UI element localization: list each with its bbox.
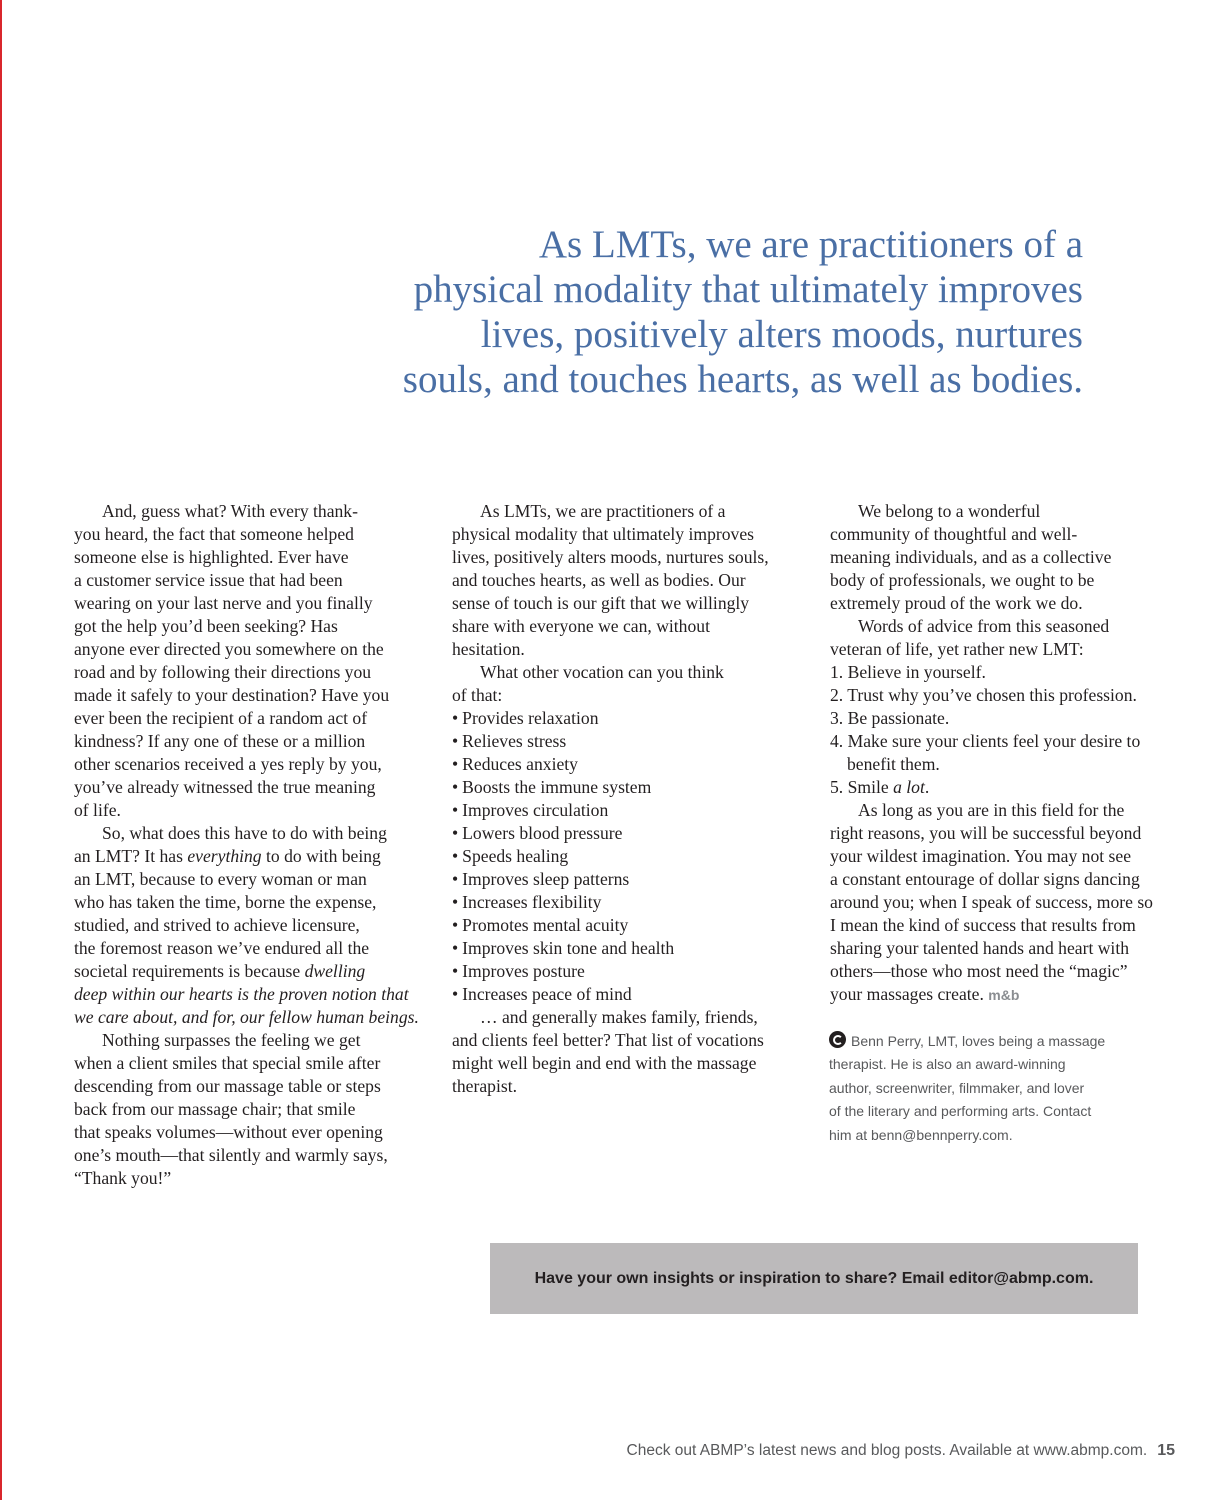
paragraph — [74, 500, 419, 822]
text-line: kindness? If any one of these or a million — [74, 731, 366, 751]
text-line: might well begin and end with the massage — [452, 1053, 757, 1073]
text-line: an LMT, because to every woman or man — [74, 869, 367, 889]
bullet-icon: • — [452, 984, 459, 1004]
text-line: community of thoughtful and well- — [830, 524, 1078, 544]
text-run: societal requirements is because — [74, 961, 305, 981]
list-item: 4. Make sure your clients feel your desire to — [830, 731, 1141, 751]
pull-quote-line: As LMTs, we are practitioners of a — [538, 223, 1083, 266]
text-line: therapist. — [452, 1076, 517, 1096]
text-run: . — [924, 777, 930, 797]
text-line: sense of touch is our gift that we willingly — [452, 593, 750, 613]
text-line: around you; when I speak of success, more so — [830, 892, 1153, 912]
emphasis-text: we care about, and for, our fellow human beings. — [74, 1007, 419, 1027]
pull-quote — [300, 222, 1083, 402]
text-line — [829, 1030, 1169, 1053]
text-line — [830, 983, 1182, 1007]
bullet-icon: • — [452, 777, 459, 797]
text-line: studied, and strived to achieve licensure, — [74, 915, 360, 935]
bio-text: him at benn@bennperry.com. — [829, 1126, 1013, 1143]
list-item — [452, 822, 802, 845]
footer-text: Check out ABMP’s latest news and blog posts. Available at www.abmp.com. — [626, 1442, 1148, 1459]
text-line: wearing on your last nerve and you finally — [74, 593, 373, 613]
text-line: someone else is highlighted. Ever have — [74, 547, 349, 567]
text-line — [74, 960, 419, 983]
text-line: right reasons, you will be successful beyond — [830, 823, 1142, 843]
text-line: and touches hearts, as well as bodies. Our — [452, 570, 746, 590]
list-item — [830, 776, 1182, 799]
page-edge-rule — [0, 0, 2, 1500]
text-line: others—those who most need the “magic” — [830, 961, 1128, 981]
text-line: you’ve already witnessed the true meaning — [74, 777, 376, 797]
advice-list — [830, 661, 1182, 799]
pull-quote-line: lives, positively alters moods, nurtures — [480, 313, 1083, 356]
text-run: 5. Smile — [830, 777, 894, 797]
bullet-icon: • — [452, 938, 459, 958]
bullet-icon: • — [452, 708, 459, 728]
sign-off-mark: m&b — [988, 987, 1020, 1003]
text-line: of that: — [452, 685, 503, 705]
text-line: Words of advice from this seasoned — [858, 616, 1110, 636]
text-line: As long as you are in this field for the — [858, 800, 1125, 820]
text-line: and clients feel better? That list of vocations — [452, 1030, 764, 1050]
list-item — [452, 868, 802, 891]
bullet-icon: • — [452, 846, 459, 866]
list-item-text: Promotes mental acuity — [462, 915, 629, 935]
text-line: body of professionals, we ought to be — [830, 570, 1095, 590]
emphasis-text: deep within our hearts is the proven notion that — [74, 984, 409, 1004]
benefits-list — [452, 707, 802, 1006]
list-item: 1. Believe in yourself. — [830, 662, 986, 682]
text-line: when a client smiles that special smile after — [74, 1053, 381, 1073]
list-item-text: Improves skin tone and health — [462, 938, 675, 958]
list-item-continuation: benefit them. — [847, 754, 940, 774]
text-line: physical modality that ultimately improves — [452, 524, 754, 544]
paragraph — [452, 1006, 802, 1098]
page-number: 15 — [1157, 1442, 1175, 1459]
text-line: anyone ever directed you somewhere on the — [74, 639, 384, 659]
text-line: a customer service issue that had been — [74, 570, 343, 590]
text-line: We belong to a wonderful — [858, 501, 1041, 521]
text-line: sharing your talented hands and heart with — [830, 938, 1130, 958]
text-line — [74, 1006, 419, 1029]
list-item — [452, 730, 802, 753]
text-line: who has taken the time, borne the expense, — [74, 892, 377, 912]
text-line: the foremost reason we’ve endured all the — [74, 938, 370, 958]
bullet-icon: • — [452, 961, 459, 981]
text-line: your wildest imagination. You may not see — [830, 846, 1132, 866]
text-line: share with everyone we can, without — [452, 616, 710, 636]
paragraph — [452, 661, 802, 707]
bullet-icon: • — [452, 754, 459, 774]
text-line: … and generally makes family, friends, — [480, 1007, 758, 1027]
article-column-1 — [74, 500, 419, 1190]
text-line: “Thank you!” — [74, 1168, 172, 1188]
list-item-text: Improves circulation — [462, 800, 609, 820]
bullet-icon: • — [452, 892, 459, 912]
list-item — [452, 891, 802, 914]
bio-text: author, screenwriter, filmmaker, and lover — [829, 1079, 1085, 1096]
list-item: 3. Be passionate. — [830, 708, 950, 728]
bullet-icon: • — [452, 915, 459, 935]
text-line: road and by following their directions you — [74, 662, 372, 682]
emphasis-text: a lot — [893, 777, 925, 797]
pull-quote-line: physical modality that ultimately improves — [413, 268, 1083, 311]
text-line: descending from our massage table or steps — [74, 1076, 381, 1096]
text-line: made it safely to your destination? Have you — [74, 685, 390, 705]
list-item-text: Reduces anxiety — [462, 754, 578, 774]
paragraph — [74, 822, 419, 1029]
share-callout-text: Have your own insights or inspiration to share? Email editor@abmp.com. — [534, 1269, 1094, 1287]
text-run: an LMT? It has — [74, 846, 188, 866]
bio-text: therapist. He is also an award-winning — [829, 1056, 1066, 1073]
list-item-text: Improves sleep patterns — [462, 869, 630, 889]
text-line: As LMTs, we are practitioners of a — [480, 501, 726, 521]
text-line: Nothing surpasses the feeling we get — [102, 1030, 361, 1050]
bullet-icon: • — [452, 731, 459, 751]
article-column-2 — [452, 500, 802, 1098]
list-item — [452, 914, 802, 937]
text-line: hesitation. — [452, 639, 525, 659]
text-line: that speaks volumes—without ever opening — [74, 1122, 383, 1142]
bullet-icon: • — [452, 823, 459, 843]
text-line: other scenarios received a yes reply by you, — [74, 754, 382, 774]
list-item-text: Speeds healing — [462, 846, 569, 866]
list-item-text: Increases flexibility — [462, 892, 602, 912]
text-line: one’s mouth—that silently and warmly says, — [74, 1145, 388, 1165]
article-column-3 — [830, 500, 1182, 1007]
list-item — [452, 845, 802, 868]
text-line — [74, 983, 419, 1006]
text-line: And, guess what? With every thank- — [102, 501, 358, 521]
bio-text: Benn Perry, LMT, loves being a massage — [851, 1033, 1106, 1049]
text-line: What other vocation can you think — [480, 662, 724, 682]
emphasis-text: everything — [187, 846, 262, 866]
list-item-text: Lowers blood pressure — [462, 823, 623, 843]
text-line: meaning individuals, and as a collective — [830, 547, 1112, 567]
text-run: your massages create. — [830, 984, 984, 1004]
text-line: I mean the kind of success that results from — [830, 915, 1136, 935]
text-run: to do with being — [261, 846, 381, 866]
text-line: veteran of life, yet rather new LMT: — [830, 639, 1084, 659]
list-item-text: Boosts the immune system — [462, 777, 652, 797]
list-item — [452, 753, 802, 776]
list-item — [452, 960, 802, 983]
text-line: of life. — [74, 800, 121, 820]
list-item — [452, 983, 802, 1006]
list-item-text: Improves posture — [462, 961, 585, 981]
list-item — [452, 799, 802, 822]
list-item-text: Provides relaxation — [462, 708, 599, 728]
pull-quote-line: souls, and touches hearts, as well as bodies. — [402, 358, 1083, 401]
paragraph — [74, 1029, 419, 1190]
text-line: lives, positively alters moods, nurtures souls, — [452, 547, 769, 567]
author-bio — [829, 1030, 1169, 1147]
paragraph — [830, 615, 1182, 661]
share-callout-box — [490, 1243, 1138, 1314]
author-c-icon — [829, 1031, 846, 1048]
emphasis-text: dwelling — [304, 961, 366, 981]
text-line — [74, 845, 419, 868]
text-line: back from our massage chair; that smile — [74, 1099, 356, 1119]
list-item — [452, 776, 802, 799]
list-item — [452, 937, 802, 960]
paragraph — [830, 500, 1182, 615]
bio-text: of the literary and performing arts. Contact — [829, 1103, 1092, 1120]
list-item-text: Relieves stress — [462, 731, 567, 751]
bullet-icon: • — [452, 800, 459, 820]
list-item — [452, 707, 802, 730]
text-line: got the help you’d been seeking? Has — [74, 616, 338, 636]
list-item-text: Increases peace of mind — [462, 984, 632, 1004]
paragraph — [830, 799, 1182, 1007]
page-footer — [627, 1442, 1175, 1460]
text-line: extremely proud of the work we do. — [830, 593, 1083, 613]
text-line: you heard, the fact that someone helped — [74, 524, 354, 544]
text-line: a constant entourage of dollar signs dancing — [830, 869, 1140, 889]
paragraph — [452, 500, 802, 661]
list-item: 2. Trust why you’ve chosen this profession. — [830, 685, 1137, 705]
text-line: So, what does this have to do with being — [102, 823, 387, 843]
text-line: ever been the recipient of a random act of — [74, 708, 368, 728]
bullet-icon: • — [452, 869, 459, 889]
